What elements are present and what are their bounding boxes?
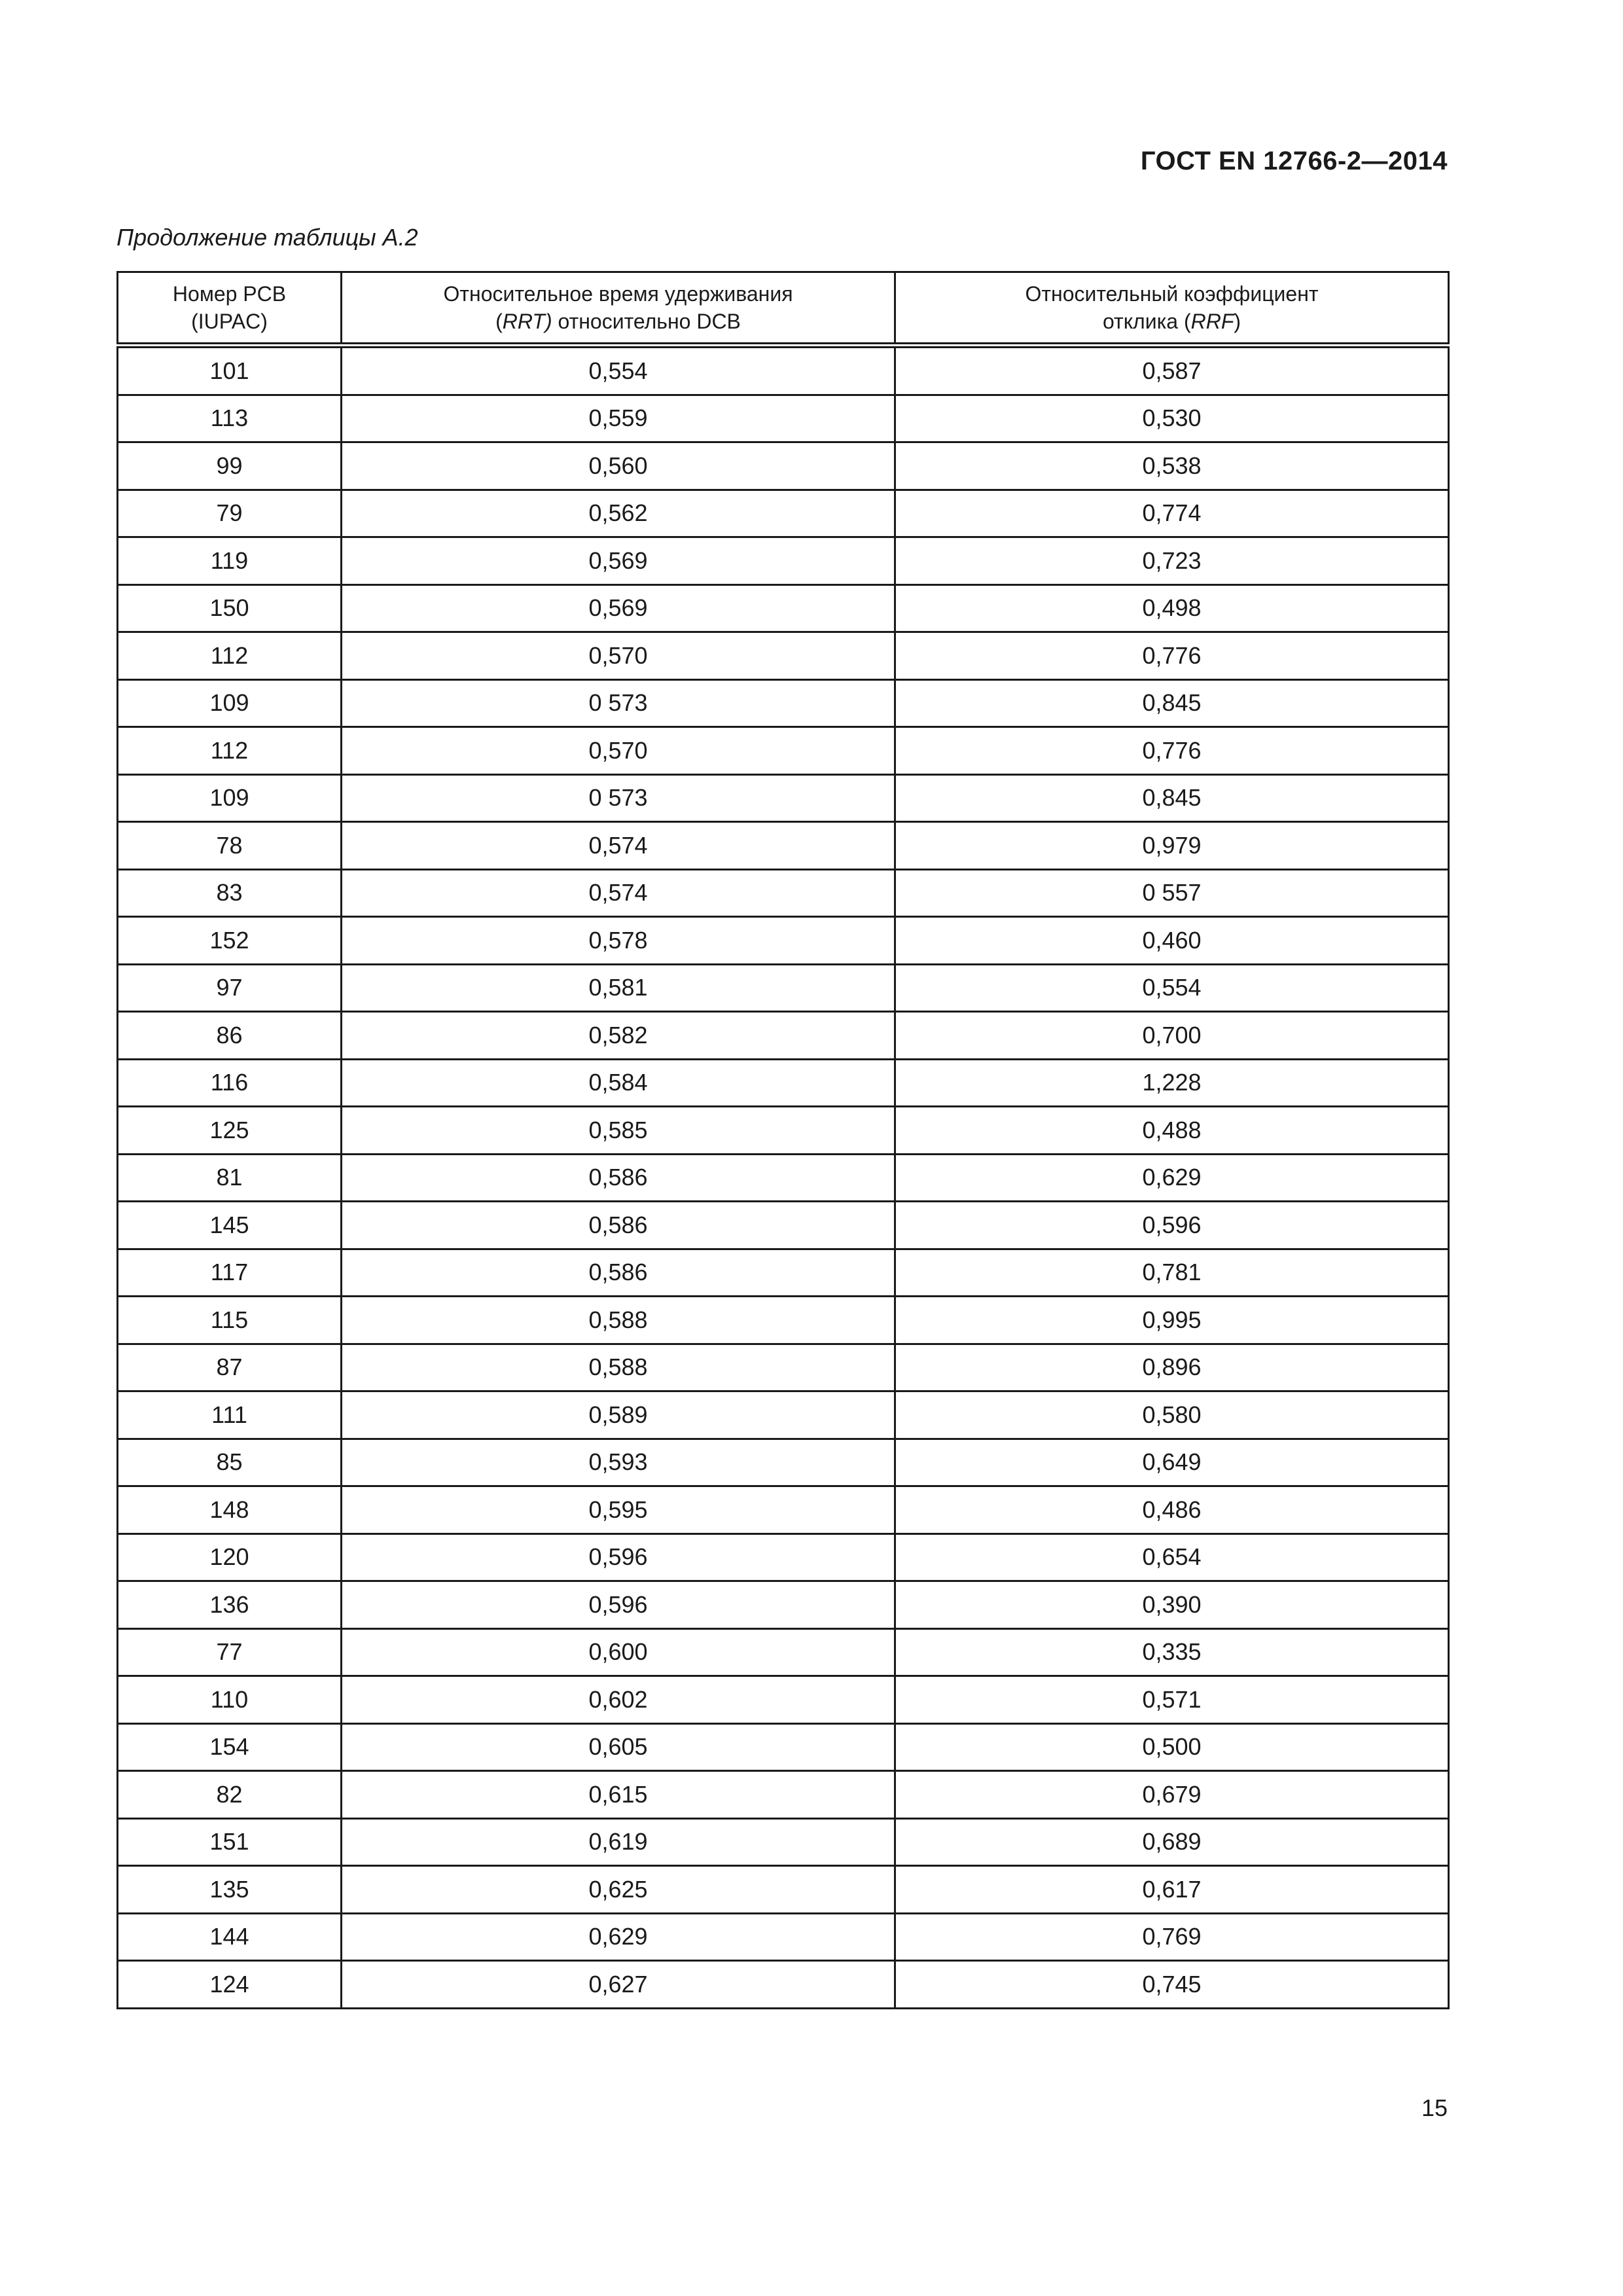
header-italic-fragment: RRT) xyxy=(502,310,552,333)
cell-rrf: 0,500 xyxy=(895,1723,1449,1771)
cell-pcb-number: 154 xyxy=(118,1723,342,1771)
table-row xyxy=(118,1913,1449,1961)
cell-pcb-number: 81 xyxy=(118,1154,342,1202)
cell-rrf: 0,745 xyxy=(895,1961,1449,2009)
table-row xyxy=(118,1059,1449,1107)
cell-rrf: 0,629 xyxy=(895,1154,1449,1202)
cell-rrf: 0,571 xyxy=(895,1676,1449,1724)
table-header-row xyxy=(118,272,1449,346)
cell-rrt: 0,602 xyxy=(342,1676,895,1724)
table-row xyxy=(118,1202,1449,1249)
cell-rrf: 0,530 xyxy=(895,395,1449,442)
cell-pcb-number: 151 xyxy=(118,1818,342,1866)
column-header-rrt xyxy=(342,272,895,346)
cell-rrt: 0,619 xyxy=(342,1818,895,1866)
cell-rrf: 0,995 xyxy=(895,1297,1449,1344)
cell-pcb-number: 112 xyxy=(118,727,342,775)
cell-pcb-number: 152 xyxy=(118,917,342,965)
cell-pcb-number: 109 xyxy=(118,774,342,822)
cell-rrf: 0,617 xyxy=(895,1866,1449,1914)
cell-rrt: 0,600 xyxy=(342,1628,895,1676)
cell-pcb-number: 117 xyxy=(118,1249,342,1297)
table-row xyxy=(118,584,1449,632)
table-row xyxy=(118,727,1449,775)
cell-rrt: 0,586 xyxy=(342,1202,895,1249)
cell-rrf: 0,486 xyxy=(895,1486,1449,1534)
cell-pcb-number: 145 xyxy=(118,1202,342,1249)
cell-rrt: 0,593 xyxy=(342,1439,895,1486)
table-row xyxy=(118,1581,1449,1629)
cell-rrf: 0,776 xyxy=(895,632,1449,680)
cell-pcb-number: 110 xyxy=(118,1676,342,1724)
table-row xyxy=(118,1486,1449,1534)
table-row xyxy=(118,1107,1449,1155)
cell-rrf: 0,460 xyxy=(895,917,1449,965)
cell-rrf: 0,689 xyxy=(895,1818,1449,1866)
cell-rrt: 0 573 xyxy=(342,774,895,822)
header-line: Относительное время удерживания xyxy=(443,282,793,306)
table-row xyxy=(118,1723,1449,1771)
header-fragment: отклика ( xyxy=(1102,310,1191,333)
cell-rrt: 0,584 xyxy=(342,1059,895,1107)
cell-rrt: 0,562 xyxy=(342,490,895,537)
table-row xyxy=(118,1676,1449,1724)
table-row xyxy=(118,1344,1449,1391)
cell-rrf: 0,769 xyxy=(895,1913,1449,1961)
header-line: Относительный коэффициент xyxy=(1025,282,1319,306)
cell-rrt: 0,595 xyxy=(342,1486,895,1534)
cell-pcb-number: 148 xyxy=(118,1486,342,1534)
cell-pcb-number: 125 xyxy=(118,1107,342,1155)
cell-rrf: 0,774 xyxy=(895,490,1449,537)
cell-rrf: 0,979 xyxy=(895,822,1449,870)
cell-rrt: 0,554 xyxy=(342,346,895,395)
cell-pcb-number: 113 xyxy=(118,395,342,442)
cell-pcb-number: 144 xyxy=(118,1913,342,1961)
header-fragment: ) xyxy=(1234,310,1241,333)
cell-rrf: 0,654 xyxy=(895,1534,1449,1581)
cell-rrf: 0,390 xyxy=(895,1581,1449,1629)
table-row xyxy=(118,1439,1449,1486)
cell-rrt: 0,582 xyxy=(342,1012,895,1060)
table-row xyxy=(118,822,1449,870)
cell-rrt: 0,569 xyxy=(342,584,895,632)
table-row xyxy=(118,1771,1449,1819)
table-row xyxy=(118,1249,1449,1297)
page-number: 15 xyxy=(1421,2094,1448,2121)
table-row xyxy=(118,917,1449,965)
table-row xyxy=(118,964,1449,1012)
cell-rrt: 0,588 xyxy=(342,1297,895,1344)
cell-rrf: 0,700 xyxy=(895,1012,1449,1060)
cell-rrf: 0,845 xyxy=(895,679,1449,727)
cell-rrf: 0,335 xyxy=(895,1628,1449,1676)
header-line: (IUPAC) xyxy=(191,310,268,333)
cell-rrt: 0,569 xyxy=(342,537,895,585)
table-row xyxy=(118,1818,1449,1866)
table-row xyxy=(118,774,1449,822)
table-row xyxy=(118,1012,1449,1060)
table-row xyxy=(118,537,1449,585)
cell-pcb-number: 83 xyxy=(118,869,342,917)
cell-rrf: 0,679 xyxy=(895,1771,1449,1819)
cell-pcb-number: 119 xyxy=(118,537,342,585)
cell-pcb-number: 150 xyxy=(118,584,342,632)
cell-rrt: 0,596 xyxy=(342,1581,895,1629)
cell-rrt: 0,570 xyxy=(342,632,895,680)
cell-rrt: 0 573 xyxy=(342,679,895,727)
cell-rrt: 0,578 xyxy=(342,917,895,965)
cell-pcb-number: 77 xyxy=(118,1628,342,1676)
cell-rrt: 0,586 xyxy=(342,1249,895,1297)
table-row xyxy=(118,1391,1449,1439)
cell-rrt: 0,586 xyxy=(342,1154,895,1202)
table-row xyxy=(118,1866,1449,1914)
table-row xyxy=(118,1961,1449,2009)
table-row xyxy=(118,490,1449,537)
cell-rrt: 0,627 xyxy=(342,1961,895,2009)
cell-rrf: 0,649 xyxy=(895,1439,1449,1486)
table-row xyxy=(118,442,1449,490)
cell-rrf: 0,580 xyxy=(895,1391,1449,1439)
cell-rrf: 0,538 xyxy=(895,442,1449,490)
cell-rrf: 0,554 xyxy=(895,964,1449,1012)
table-caption: Продолжение таблицы А.2 xyxy=(116,224,418,251)
cell-rrf: 0,896 xyxy=(895,1344,1449,1391)
column-header-pcb-number xyxy=(118,272,342,346)
cell-rrt: 0,574 xyxy=(342,822,895,870)
cell-pcb-number: 120 xyxy=(118,1534,342,1581)
cell-pcb-number: 82 xyxy=(118,1771,342,1819)
cell-pcb-number: 116 xyxy=(118,1059,342,1107)
cell-rrt: 0,596 xyxy=(342,1534,895,1581)
header-italic-fragment: RRF xyxy=(1190,310,1234,333)
cell-rrf: 0,723 xyxy=(895,537,1449,585)
table-row xyxy=(118,1154,1449,1202)
header-fragment: относительно DCB xyxy=(552,310,741,333)
table-row xyxy=(118,346,1449,395)
cell-pcb-number: 78 xyxy=(118,822,342,870)
cell-pcb-number: 99 xyxy=(118,442,342,490)
cell-rrt: 0,629 xyxy=(342,1913,895,1961)
cell-rrt: 0,589 xyxy=(342,1391,895,1439)
document-code: ГОСТ EN 12766-2—2014 xyxy=(1140,147,1448,175)
cell-rrt: 0,574 xyxy=(342,869,895,917)
cell-rrf: 0,776 xyxy=(895,727,1449,775)
cell-pcb-number: 136 xyxy=(118,1581,342,1629)
cell-rrt: 0,625 xyxy=(342,1866,895,1914)
cell-pcb-number: 124 xyxy=(118,1961,342,2009)
cell-rrt: 0,605 xyxy=(342,1723,895,1771)
cell-pcb-number: 79 xyxy=(118,490,342,537)
cell-rrf: 0 557 xyxy=(895,869,1449,917)
header-fragment: ( xyxy=(495,310,503,333)
cell-rrt: 0,560 xyxy=(342,442,895,490)
cell-pcb-number: 111 xyxy=(118,1391,342,1439)
cell-rrf: 0,498 xyxy=(895,584,1449,632)
cell-pcb-number: 97 xyxy=(118,964,342,1012)
table-body xyxy=(118,346,1449,2009)
table-row xyxy=(118,395,1449,442)
cell-rrt: 0,559 xyxy=(342,395,895,442)
cell-rrt: 0,615 xyxy=(342,1771,895,1819)
cell-rrt: 0,588 xyxy=(342,1344,895,1391)
pcb-table-container xyxy=(116,271,1448,2009)
table-row xyxy=(118,679,1449,727)
cell-rrf: 0,596 xyxy=(895,1202,1449,1249)
table-row xyxy=(118,1297,1449,1344)
cell-rrf: 0,587 xyxy=(895,346,1449,395)
column-header-rrf xyxy=(895,272,1449,346)
cell-rrt: 0,585 xyxy=(342,1107,895,1155)
cell-rrt: 0,570 xyxy=(342,727,895,775)
table-row xyxy=(118,632,1449,680)
cell-rrf: 1,228 xyxy=(895,1059,1449,1107)
cell-rrf: 0,781 xyxy=(895,1249,1449,1297)
table-row xyxy=(118,869,1449,917)
cell-rrt: 0,581 xyxy=(342,964,895,1012)
cell-pcb-number: 86 xyxy=(118,1012,342,1060)
cell-pcb-number: 115 xyxy=(118,1297,342,1344)
cell-pcb-number: 135 xyxy=(118,1866,342,1914)
header-line: Номер PCB xyxy=(172,282,287,306)
cell-pcb-number: 85 xyxy=(118,1439,342,1486)
table-row xyxy=(118,1628,1449,1676)
cell-rrf: 0,845 xyxy=(895,774,1449,822)
cell-pcb-number: 101 xyxy=(118,346,342,395)
cell-pcb-number: 87 xyxy=(118,1344,342,1391)
table-row xyxy=(118,1534,1449,1581)
cell-rrf: 0,488 xyxy=(895,1107,1449,1155)
cell-pcb-number: 109 xyxy=(118,679,342,727)
pcb-table xyxy=(116,271,1450,2009)
cell-pcb-number: 112 xyxy=(118,632,342,680)
